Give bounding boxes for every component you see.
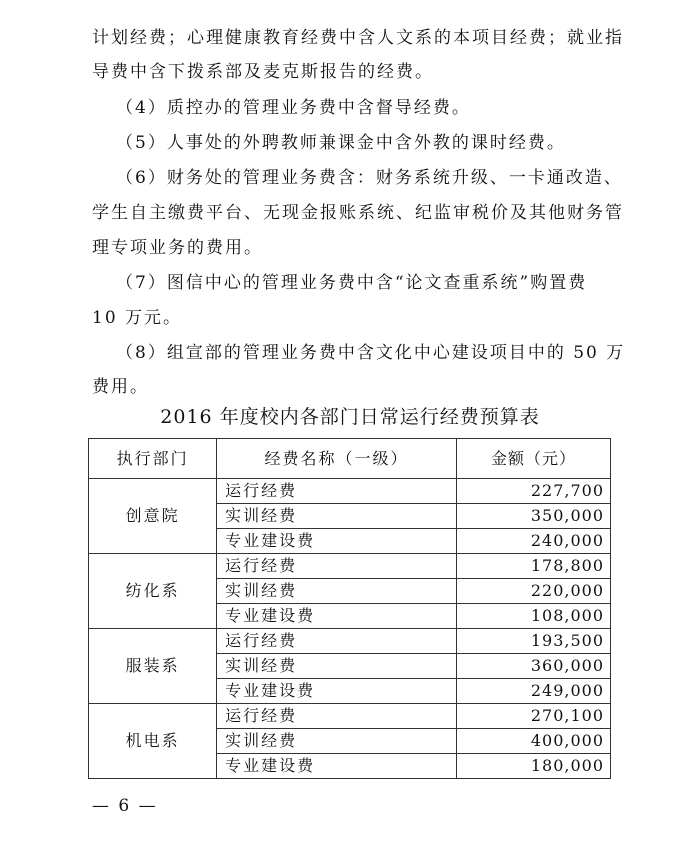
paragraph-line: 10 万元。 bbox=[92, 308, 183, 328]
item-cell: 专业建设费 bbox=[217, 529, 457, 554]
table-row bbox=[89, 479, 611, 504]
amount-cell: 249,000 bbox=[456, 679, 610, 704]
table-header-row bbox=[89, 439, 611, 479]
item-cell: 实训经费 bbox=[217, 729, 457, 754]
budget-table bbox=[88, 438, 611, 779]
item-cell: 实训经费 bbox=[217, 504, 457, 529]
amount-cell: 350,000 bbox=[456, 504, 610, 529]
paragraph-line: 导费中含下拨系部及麦克斯报告的经费。 bbox=[92, 62, 434, 82]
paragraph-line: 计划经费；心理健康教育经费中含人文系的本项目经费；就业指 bbox=[92, 28, 624, 48]
header-item: 经费名称（一级） bbox=[217, 439, 457, 479]
item-cell: 专业建设费 bbox=[217, 754, 457, 779]
paragraph-line: （8）组宣部的管理业务费中含文化中心建设项目中的 50 万 bbox=[116, 343, 626, 363]
paragraph-line: （4）质控办的管理业务费中含督导经费。 bbox=[116, 98, 471, 118]
table-row bbox=[89, 704, 611, 729]
amount-cell: 270,100 bbox=[456, 704, 610, 729]
amount-cell: 400,000 bbox=[456, 729, 610, 754]
amount-cell: 193,500 bbox=[456, 629, 610, 654]
paragraph-line: 费用。 bbox=[92, 377, 149, 397]
page-number: — 6 — bbox=[92, 796, 158, 816]
item-cell: 专业建设费 bbox=[217, 604, 457, 629]
paragraph-line: 学生自主缴费平台、无现金报账系统、纪监审税价及其他财务管 bbox=[92, 203, 624, 223]
amount-cell: 180,000 bbox=[456, 754, 610, 779]
table-row bbox=[89, 554, 611, 579]
header-amount: 金额（元） bbox=[456, 439, 610, 479]
item-cell: 专业建设费 bbox=[217, 679, 457, 704]
amount-cell: 227,700 bbox=[456, 479, 610, 504]
paragraph-line: （7）图信中心的管理业务费中含“论文查重系统”购置费 bbox=[116, 273, 588, 293]
paragraph-line: （5）人事处的外聘教师兼课金中含外教的课时经费。 bbox=[116, 133, 566, 153]
amount-cell: 220,000 bbox=[456, 579, 610, 604]
header-dept: 执行部门 bbox=[89, 439, 217, 479]
table-row bbox=[89, 629, 611, 654]
table-title: 2016 年度校内各部门日常运行经费预算表 bbox=[160, 406, 540, 428]
item-cell: 运行经费 bbox=[217, 629, 457, 654]
item-cell: 实训经费 bbox=[217, 579, 457, 604]
item-cell: 运行经费 bbox=[217, 479, 457, 504]
dept-cell: 创意院 bbox=[89, 479, 217, 554]
dept-cell: 服装系 bbox=[89, 629, 217, 704]
paragraph-line: 理专项业务的费用。 bbox=[92, 238, 263, 258]
dept-cell: 纺化系 bbox=[89, 554, 217, 629]
item-cell: 运行经费 bbox=[217, 554, 457, 579]
amount-cell: 108,000 bbox=[456, 604, 610, 629]
amount-cell: 178,800 bbox=[456, 554, 610, 579]
amount-cell: 360,000 bbox=[456, 654, 610, 679]
dept-cell: 机电系 bbox=[89, 704, 217, 779]
paragraph-line: （6）财务处的管理业务费含：财务系统升级、一卡通改造、 bbox=[116, 168, 623, 188]
amount-cell: 240,000 bbox=[456, 529, 610, 554]
item-cell: 实训经费 bbox=[217, 654, 457, 679]
item-cell: 运行经费 bbox=[217, 704, 457, 729]
